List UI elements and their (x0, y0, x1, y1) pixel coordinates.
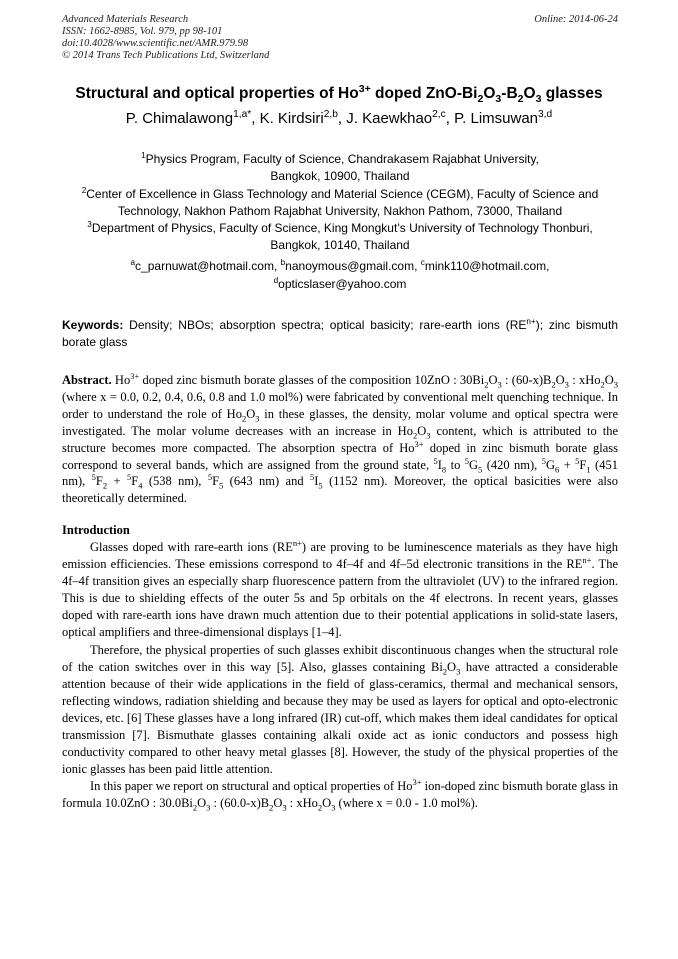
author-name: P. Chimalawong (125, 110, 234, 127)
email-link[interactable]: opticslaser@yahoo.com (278, 276, 407, 291)
email-link[interactable]: mink110@hotmail.com, (424, 259, 550, 273)
abstract: Abstract. $Ho^{3+}$ doped zinc bismuth borate glasses of the composition 10ZnO : $30Bi_2O_3$ : $(60-x)B_2O_3$ : $xHo_2O_3$ (where x = 0.0, 0.2, 0.4, 0.6, 0.8 and 1.0 mol%) were fabricated by conventional melt quenching technique. In order to understand the role of $Ho_2O_3$ in these glasses, the density, molar volume and optical spectra were investigated. The molar volume decreases with an increase in $Ho_2O_3$ content, which is attributed to the structure becomes more compacted. The absorption spectra of $Ho^{3+}$ doped in zinc bismuth borate glass correspond to several bands, which are assigned from the ground state, $^5I_8$ to $^5G_5$ (420 nm), $^5G_6 + ^5F_1$ (451 nm), $^5F_2 + ^5F_4$ (538 nm), $^5F_5$ (643 nm) and $^5I_5$ (1152 nm). Moreover, the optical basicities were also theoretically determined. (62, 370, 619, 506)
email-link[interactable]: nanoymous@gmail.com, (285, 259, 421, 273)
author-name: , P. Limsuwan (445, 110, 539, 127)
paper-title: Structural and optical properties of $Ho^{3+}$ doped ZnO-$Bi_2O_3-B_2O_3$ glasses (75, 82, 603, 106)
online-date: Online: 2014-06-24 (534, 14, 618, 25)
journal-issn: ISSN: 1662-8985, Vol. 979, pp 98-101 (62, 26, 223, 37)
journal-copyright: © 2014 Trans Tech Publications Ltd, Switzerland (62, 50, 270, 61)
paragraph: In this paper we report on structural and optical properties of $Ho^{3+}$ ion-doped zinc bismuth borate glass in formula 10.0ZnO : $30.0Bi_2O_3$ : $(60.0-x)B_2O_3$ : $xHo_2O_3$ (where x = 0.0 - 1.0 mol%). (62, 777, 619, 813)
affiliations (62, 151, 618, 255)
email-link[interactable]: c_parnuwat@hotmail.com, (135, 259, 281, 273)
paragraph: Glasses doped with rare-earth ions $(RE^{n+})$ are proving to be luminescence materials as they have high emission efficiencies. These emissions correspond to 4f–4f and 4f–5d electronic transitions in the $RE^{n+}$. The 4f–4f transition gives an especially sharp fluorescence pattern from the ultraviolet (UV) to the infrared region. This is due to shielding effects of the outer 5s and 5p orbitals on the 4f electrons. In recent years, glasses doped with rare-earth ions have drawn much attention due to their potential applications in solid-state lasers, optical amplifiers and three-dimensional displays [1–4]. (62, 537, 618, 640)
author-name: , K. Kirdsiri (251, 110, 324, 127)
affiliation-2: $^2$Center of Excellence in Glass Technology and Material Science (CEGM), Faculty of Science and Technology, Nakhon Pathom Rajabhat University, Nakhon Pathom, 73000, Thailand (81, 185, 599, 218)
journal-name: Advanced Materials Research (62, 14, 189, 25)
journal-header (62, 14, 618, 62)
author-list: P. Chimalawong$^{1,a*}$, K. Kirdsiri$^{2,b}$, J. Kaewkhao$^{2,c}$, P. Limsuwan$^{3,d}$ (125, 109, 553, 127)
affiliation-1: $^1$Physics Program, Faculty of Science, Chandrakasem Rajabhat University, Bangkok, 10900, Thailand (141, 151, 539, 184)
journal-doi: doi:10.4028/www.scientific.net/AMR.979.98 (62, 38, 249, 49)
abstract-label: Abstract. (62, 373, 112, 387)
section-heading-introduction: Introduction (62, 523, 130, 537)
keywords-label: Keywords: (62, 318, 124, 332)
author-name: , J. Kaewkhao (337, 110, 433, 127)
introduction-body (62, 539, 618, 813)
affiliation-3: $^3$Department of Physics, Faculty of Science, King Mongkut’s University of Technology Thonburi, Bangkok, 10140, Thailand (87, 220, 593, 253)
keywords: Keywords: Density; NBOs; absorption spectra; optical basicity; rare-earth ions $(RE^{n+})$; zinc bismuth borate glass (62, 317, 618, 350)
paragraph: Therefore, the physical properties of such glasses exhibit discontinuous changes when the structural role of the cation switches over in this way [5]. Also, glasses containing $Bi_2O_3$ have attracted a considerable attention because of their wide applications in the field of glass-ceramics, thermal and mechanical sensors, reflecting windows, radiation shielding and because they may be used as layers for optical and opto-electronic devices, etc. [6] These glasses have a long infrared (IR) cut-off, which makes them ideal candidates for optical transmission [7]. Bismuthate glasses containing alkali oxide act as ionic conductors and possess high conductivity compared to other heavy metal glasses [8]. However, the study of the physical properties of the ionic glasses has been paid little attention. (62, 642, 618, 777)
author-emails: $^a$c_parnuwat@hotmail.com, $^b$nanoymous@gmail.com, $^c$mink110@hotmail.com, $^d$opticslaser@yahoo.com (130, 258, 550, 291)
